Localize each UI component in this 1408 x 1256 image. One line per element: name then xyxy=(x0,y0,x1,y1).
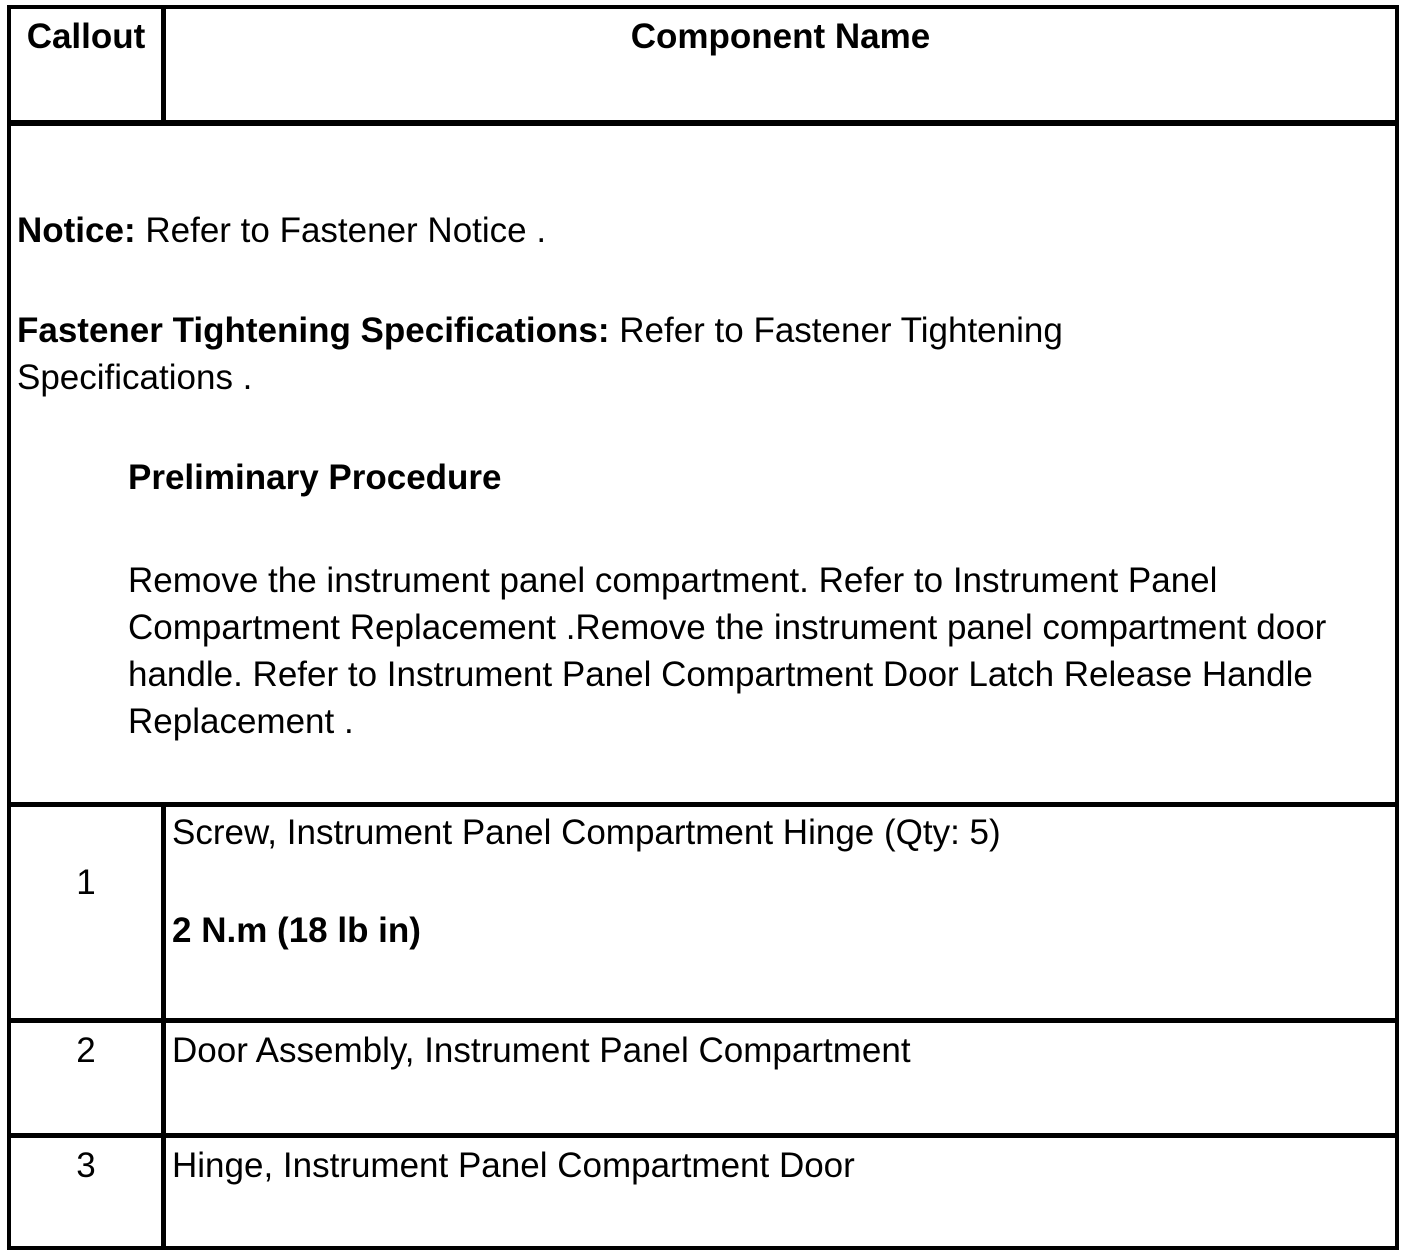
header-divider xyxy=(11,120,1395,126)
component-name-header: Component Name xyxy=(630,17,931,56)
row-3-callout: 3 xyxy=(76,1146,96,1185)
procedure-title: Preliminary Procedure xyxy=(128,458,502,497)
row-divider-1 xyxy=(11,1018,1395,1023)
row-1-callout: 1 xyxy=(76,863,96,902)
row-2-callout: 2 xyxy=(76,1031,96,1070)
fastener-label: Fastener Tightening Specifications: xyxy=(17,311,610,350)
rows-column-divider xyxy=(161,807,166,1246)
row-1-name: Screw, Instrument Panel Compartment Hinge (Qty: 5) xyxy=(172,813,1001,852)
callout-header: Callout xyxy=(26,17,146,56)
fastener-text: Refer to Fastener Tightening Specifications . xyxy=(17,311,1063,397)
notice-line xyxy=(17,207,1387,254)
fastener-spec-note xyxy=(17,307,1217,401)
row-2-name: Door Assembly, Instrument Panel Compartment xyxy=(172,1031,911,1070)
row-1-torque-spec: 2 N.m (18 lb in) xyxy=(172,911,421,950)
notice-text: Refer to Fastener Notice . xyxy=(135,211,547,250)
row-3-name: Hinge, Instrument Panel Compartment Door xyxy=(172,1146,855,1185)
procedure-text: Remove the instrument panel compartment. Refer to Instrument Panel Compartment Replacement .Remove the instrument panel compartment door handle. Refer to Instrument Panel Compartment Door Latch Release Handle Replacement . xyxy=(128,561,1327,741)
row-divider-2 xyxy=(11,1133,1395,1138)
notes-divider xyxy=(11,802,1395,807)
components-table xyxy=(7,5,1399,1250)
notice-label: Notice: xyxy=(17,211,136,250)
